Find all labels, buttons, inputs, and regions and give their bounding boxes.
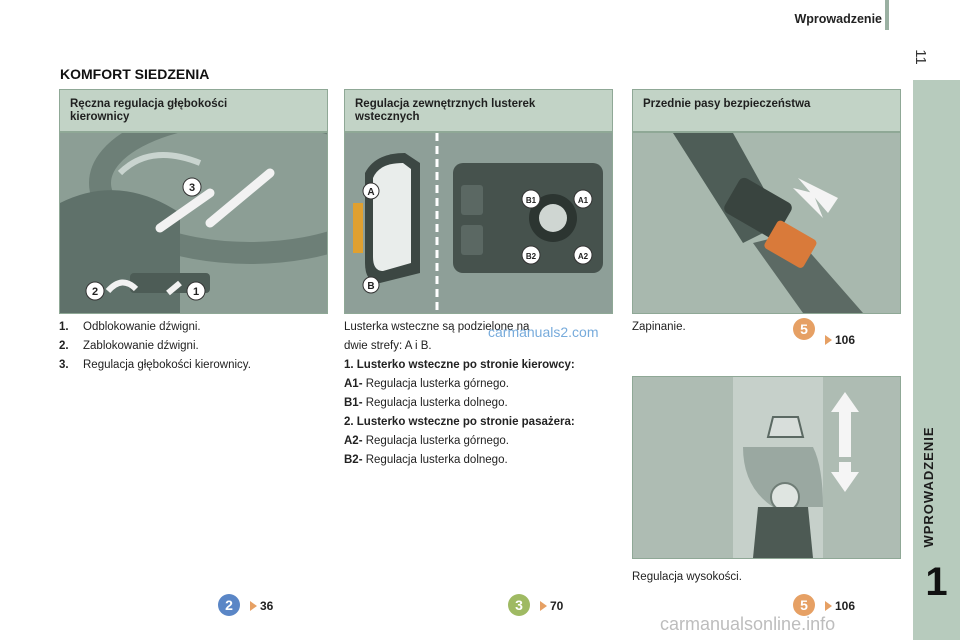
card-steering-title-line2: kierownicy bbox=[70, 111, 130, 123]
label-marker-A1-text: A1 bbox=[577, 196, 589, 205]
arrow-right-icon bbox=[825, 335, 832, 345]
item-code: B2- bbox=[344, 454, 363, 466]
mirrors-text-block bbox=[344, 318, 619, 470]
step-text: Regulacja głębokości kierownicy. bbox=[83, 359, 251, 371]
label-marker-1 bbox=[187, 282, 205, 300]
label-marker-B bbox=[363, 277, 379, 293]
driver-mirror-heading: 1. Lusterko wsteczne po stronie kierowcy: bbox=[344, 359, 575, 371]
arrow-right-icon bbox=[825, 601, 832, 611]
item-code: A1- bbox=[344, 378, 363, 390]
label-marker-B1 bbox=[522, 190, 540, 208]
page-reference-number: 36 bbox=[260, 599, 274, 613]
step-number: 2. bbox=[59, 340, 69, 352]
header-section-title: Wprowadzenie bbox=[794, 12, 882, 26]
label-marker-2 bbox=[86, 282, 104, 300]
arrow-right-icon bbox=[540, 601, 547, 611]
item-text: Regulacja lusterka dolnego. bbox=[365, 397, 508, 409]
card-mirrors-title-line2: wstecznych bbox=[355, 111, 420, 123]
label-marker-1-text: 1 bbox=[192, 286, 200, 298]
seatbelt-caption-top: Zapinanie. bbox=[632, 321, 686, 333]
page-reference-number: 70 bbox=[550, 599, 564, 613]
step-text: Odblokowanie dźwigni. bbox=[83, 321, 201, 333]
label-marker-A1 bbox=[574, 190, 592, 208]
card-seatbelt-title-text: Przednie pasy bezpieczeństwa bbox=[643, 98, 811, 110]
item-text: Regulacja lusterka dolnego. bbox=[365, 454, 508, 466]
watermark-top: carmanuals2.com bbox=[488, 324, 599, 340]
section-heading: KOMFORT SIEDZENIA bbox=[60, 66, 210, 82]
step-text: Zablokowanie dźwigni. bbox=[83, 340, 199, 352]
list-item bbox=[344, 432, 619, 451]
label-marker-2-text: 2 bbox=[91, 286, 99, 298]
chapter-badge-3[interactable]: 3 bbox=[508, 594, 530, 616]
list-item bbox=[59, 337, 329, 356]
chapter-badge-5-top[interactable]: 5 bbox=[793, 318, 815, 340]
step-number: 1. bbox=[59, 321, 69, 333]
steering-steps-list bbox=[59, 318, 329, 375]
chapter-side-label: WPROWADZENIE bbox=[921, 426, 936, 548]
label-marker-3 bbox=[183, 178, 201, 196]
seatbelt-height-illustration bbox=[632, 376, 901, 559]
page-reference-link[interactable] bbox=[825, 333, 855, 347]
steering-adjust-illustration bbox=[59, 132, 328, 314]
page-reference-link[interactable] bbox=[540, 599, 563, 613]
card-steering-title-line1: Ręczna regulacja głębokości bbox=[70, 98, 228, 110]
arrow-right-icon bbox=[250, 601, 257, 611]
passenger-mirror-heading: 2. Lusterko wsteczne po stronie pasażera: bbox=[344, 416, 575, 428]
label-marker-B-text: B bbox=[367, 281, 375, 292]
card-mirrors-title bbox=[344, 89, 613, 132]
watermark-bottom: carmanualsonline.info bbox=[660, 614, 836, 634]
card-seatbelt-title bbox=[632, 89, 901, 132]
page-number: 11 bbox=[912, 49, 929, 65]
card-steering-title bbox=[59, 89, 328, 132]
label-marker-B1-text: B1 bbox=[525, 196, 537, 205]
list-item bbox=[344, 375, 619, 394]
item-text: Regulacja lusterka górnego. bbox=[365, 435, 509, 447]
seatbelt-buckle-illustration bbox=[632, 132, 901, 314]
list-item bbox=[344, 394, 619, 413]
label-marker-A bbox=[363, 183, 379, 199]
page-reference-number: 106 bbox=[835, 599, 856, 613]
page-reference-number: 106 bbox=[835, 333, 856, 347]
label-marker-A-text: A bbox=[367, 187, 375, 198]
chapter-badge-5-bottom[interactable]: 5 bbox=[793, 594, 815, 616]
label-marker-3-text: 3 bbox=[188, 182, 196, 194]
label-marker-B2 bbox=[522, 246, 540, 264]
seatbelt-caption-bottom: Regulacja wysokości. bbox=[632, 571, 742, 583]
item-text: Regulacja lusterka górnego. bbox=[365, 378, 509, 390]
item-code: A2- bbox=[344, 435, 363, 447]
page-reference-link[interactable] bbox=[250, 599, 273, 613]
chapter-number: 1 bbox=[925, 560, 948, 604]
mirrors-intro-line1: Lusterka wsteczne są podzielone na bbox=[344, 321, 530, 333]
list-item bbox=[344, 451, 619, 470]
list-item bbox=[59, 356, 329, 375]
mirror-control-illustration bbox=[344, 132, 613, 314]
card-mirrors-title-line1: Regulacja zewnętrznych lusterek bbox=[355, 98, 536, 110]
list-item bbox=[59, 318, 329, 337]
label-marker-B2-text: B2 bbox=[525, 252, 537, 261]
label-marker-A2-text: A2 bbox=[577, 252, 589, 261]
mirrors-intro-line2: dwie strefy: A i B. bbox=[344, 340, 432, 352]
step-number: 3. bbox=[59, 359, 69, 371]
item-code: B1- bbox=[344, 397, 363, 409]
label-marker-A2 bbox=[574, 246, 592, 264]
page-reference-link[interactable] bbox=[825, 599, 855, 613]
header-divider bbox=[885, 0, 889, 30]
chapter-badge-2[interactable]: 2 bbox=[218, 594, 240, 616]
